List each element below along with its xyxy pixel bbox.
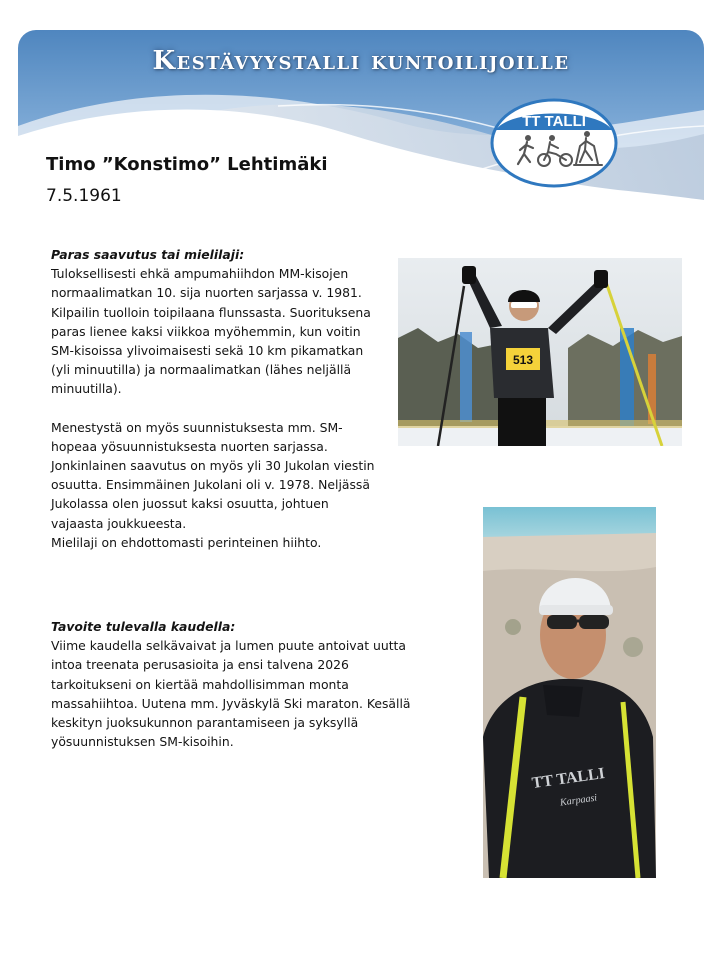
favorite-sport-text: Mielilaji on ehdottomasti perinteinen hiihto. — [51, 534, 322, 550]
skier-bib-number: 513 — [512, 353, 534, 367]
goal-section — [51, 617, 421, 751]
person-name: Timo ”Konstimo” Lehtimäki — [46, 154, 328, 175]
jacket-text: TT TALLI — [530, 765, 606, 793]
banner-title: Kestävyystalli kuntoilijoille — [152, 46, 570, 76]
goal-heading: Tavoite tulevalla kaudella: — [51, 619, 236, 634]
goal-text: Viime kaudella selkävaivat ja lumen puute antoivat uutta intoa treenata perusasioita ja ensi talvena 2026 tarkoitukseni on kiertää mahdollisimman monta massahiihtoa. Uutena mm. Jyväskylä Ski maraton. Kesällä keskityn juoksukunnon parantamiseen ja syksyllä yösuunnistuksen SM-kisoihin. — [51, 638, 411, 750]
jacket-subtext: Karpaasi — [559, 792, 598, 809]
best-achievement-heading: Paras saavutus tai mielilaji: — [51, 247, 245, 262]
best-achievement-section — [51, 245, 381, 552]
person-birthdate: 7.5.1961 — [46, 186, 122, 206]
best-achievement-text: Tuloksellisesti ehkä ampumahiihdon MM-kisojen normaalimatkan 10. sija nuorten sarjassa v. 1981. Kilpailin tuolloin toipilaana flunssasta. Suorituksena paras lienee kaksi viikkoa myöhemmin, kun voitin SM-kisoissa ylivoimaisesti sekä 10 km pikamatkan (yli minuutilla) ja normaalimatkan (lähes neljällä minuutilla). — [51, 266, 371, 397]
logo-text: TT TALLI — [522, 113, 586, 130]
skier-photo — [398, 258, 682, 446]
orienteering-text: Menestystä on myös suunnistuksesta mm. SM-hopeaa yösuunnistuksesta nuorten sarjassa. Jonkinlainen saavutus on myös yli 30 Jukolan viestin osuutta. Ensimmäinen Jukolani oli v. 1978. Neljässä Jukolassa olen juossut kaksi osuutta, johtuen vajaasta joukkueesta. — [51, 419, 375, 531]
tt-talli-logo — [490, 98, 618, 188]
runner-portrait-photo — [483, 507, 656, 878]
